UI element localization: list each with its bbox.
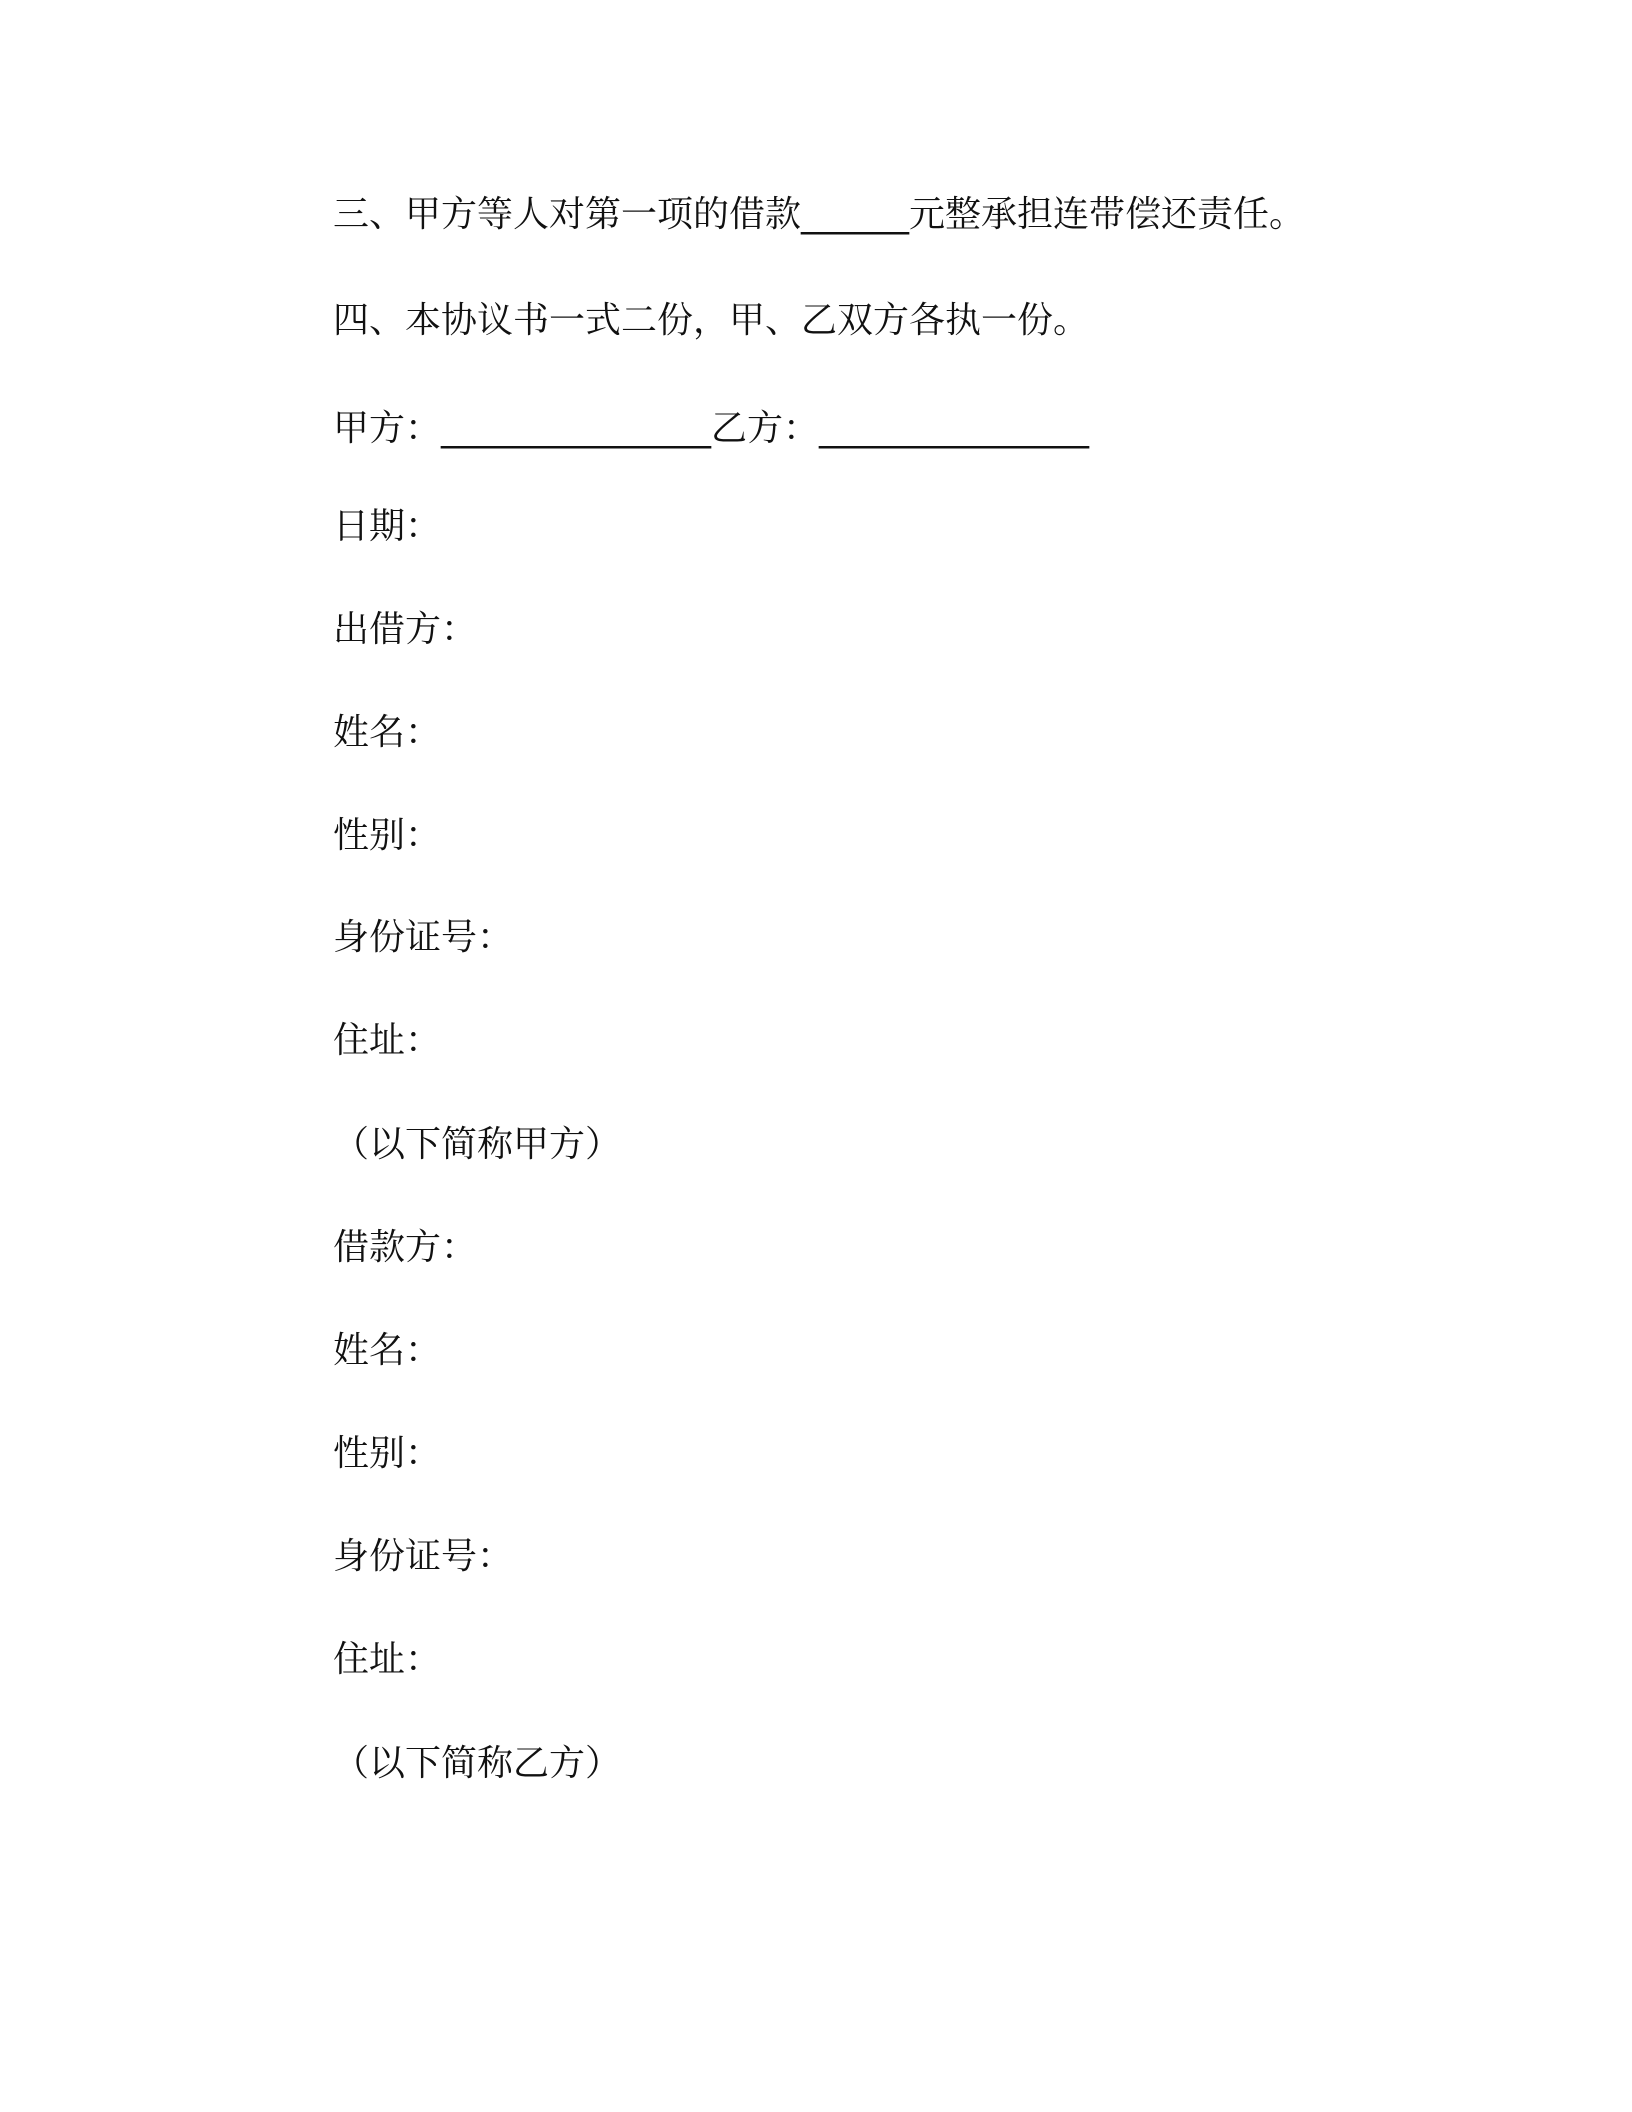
lender-heading: 出借方： — [333, 609, 478, 650]
lender-alias-note: （以下简称甲方） — [333, 1124, 622, 1165]
lender-id-label: 身份证号： — [333, 917, 514, 958]
lender-address-label: 住址： — [333, 1020, 442, 1061]
date-label: 日期： — [333, 506, 442, 547]
borrower-gender-label: 性别： — [333, 1433, 442, 1474]
lender-name-label: 姓名： — [333, 712, 442, 753]
clause-4: 四、本协议书一式二份，甲、乙双方各执一份。 — [333, 300, 1090, 341]
borrower-heading: 借款方： — [333, 1227, 478, 1268]
lender-gender-label: 性别： — [333, 815, 442, 856]
borrower-address-label: 住址： — [333, 1639, 442, 1680]
signature-line: 甲方：_______________乙方：_______________ — [333, 408, 1090, 449]
borrower-name-label: 姓名： — [333, 1330, 442, 1371]
clause-3: 三、甲方等人对第一项的借款______元整承担连带偿还责任。 — [333, 194, 1306, 235]
borrower-alias-note: （以下简称乙方） — [333, 1743, 622, 1784]
borrower-id-label: 身份证号： — [333, 1536, 514, 1577]
